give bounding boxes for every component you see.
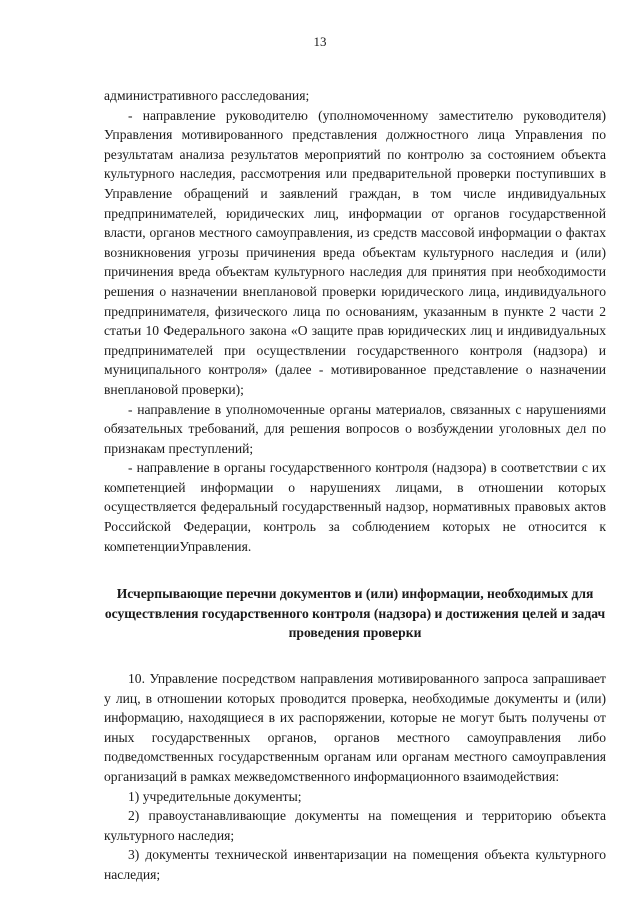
section-heading: Исчерпывающие перечни документов и (или) информации, необходимых для осуществления государственного контроля (надзора) и достижения целей и задач проведения проверки	[104, 586, 606, 641]
document-body	[104, 86, 606, 885]
paragraph-criminal-materials: - направление в уполномоченные органы материалов, связанных с нарушениями обязательных требований, для решения вопросов о возбуждении уголовных дел по признакам преступлений;	[104, 401, 606, 456]
page-number: 13	[313, 34, 327, 49]
clause-10-intro: 10. Управление посредством направления мотивированного запроса запрашивает у лиц, в отношении которых проводится проверка, необходимые документы и (или) информацию, находящиеся в их распоряжении, которые не могут быть получены от иных государственных органов, органов местного самоуправления либо подведомственных государственным органам или органам местного самоуправления организаций в рамках межведомственного информационного взаимодействия:	[104, 671, 606, 784]
paragraph-continuation: административного расследования;	[104, 88, 310, 103]
list-item: 2) правоустанавливающие документы на помещения и территорию объекта культурного наследия;	[104, 808, 606, 843]
list-item: 1) учредительные документы;	[128, 788, 302, 804]
list-item: 3) документы технической инвентаризации на помещения объекта культурного наследия;	[104, 847, 606, 882]
paragraph-motivated-submission: - направление руководителю (уполномоченному заместителю руководителя) Управления мотивированного представления должностного лица Управления по результатам анализа результатов мероприятий по контролю за состоянием объекта культурного наследия, рассмотрения или предварительной проверки поступивших в Управление обращений и заявлений граждан, в том числе индивидуальных предпринимателей, юридических лиц, информации от органов государственной власти, органов местного самоуправления, из средств массовой информации о фактах возникновения угрозы причинения вреда объектам культурного наследия и (или) причинения вреда объектам культурного наследия для принятия при необходимости решения о назначении внеплановой проверки юридического лица, индивидуального предпринимателя, физического лица по основаниям, указанным в пункте 2 части 2 статьи 10 Федерального закона «О защите прав юридических лиц и индивидуальных предпринимателей при осуществлении государственного контроля (надзора) и муниципального контроля» (далее - мотивированное представление о назначении внеплановой проверки);	[104, 107, 606, 397]
paragraph-control-bodies: - направление в органы государственного контроля (надзора) в соответствии с их компетенцией информации о нарушениях лицами, в отношении которых осуществляется федеральный государственный надзор, нормативных правовых актов Российской Федерации, контроль за соблюдением которых не относится к компетенцииУправления.	[104, 460, 606, 554]
